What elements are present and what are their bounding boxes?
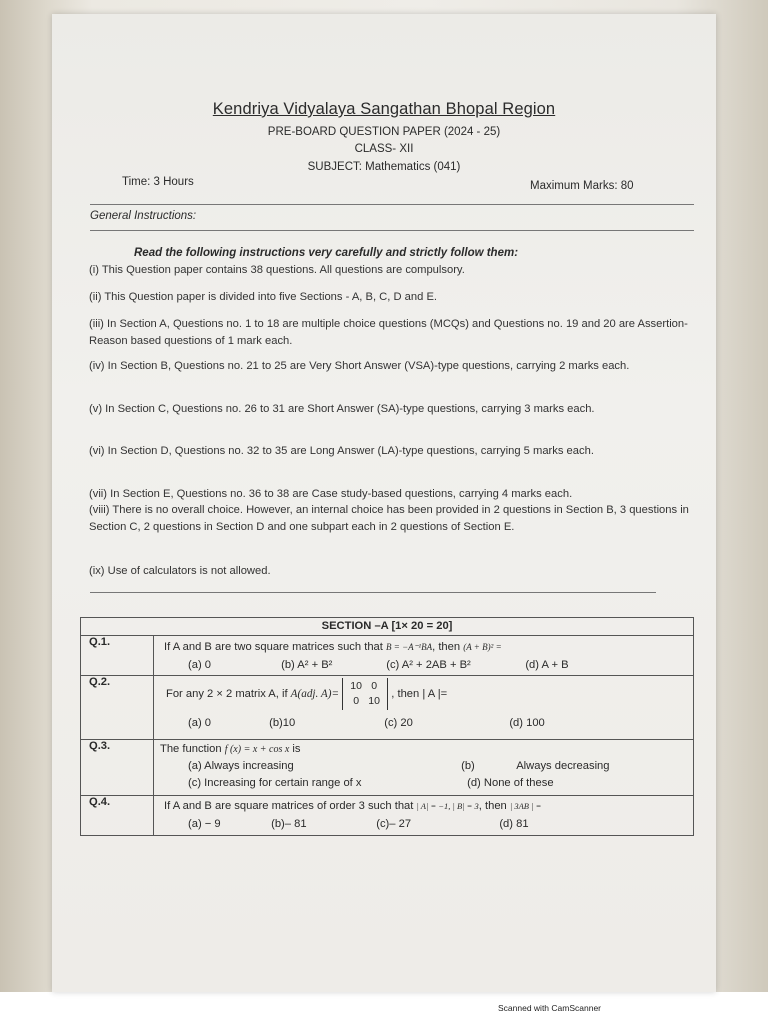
question-math: | 3AB | = (509, 801, 542, 811)
question-number: Q.3. (81, 740, 154, 796)
divider (90, 592, 656, 593)
question-body (154, 636, 694, 676)
option: (b) A² + B² (281, 659, 333, 671)
question-text: , then (478, 800, 507, 812)
subject-label: SUBJECT: Mathematics (041) (307, 161, 461, 173)
table-row (81, 636, 694, 676)
max-marks-label: Maximum Marks: 80 (530, 180, 634, 192)
option: (c) 20 (384, 717, 413, 729)
option: (b)10 (269, 717, 296, 729)
option: (d) None of these (467, 777, 554, 789)
instruction-item: (iv) In Section B, Questions no. 21 to 25 are Very Short Answer (VSA)-type questions, carrying 2 marks each. (89, 360, 630, 372)
option: (c) A² + 2AB + B² (386, 659, 471, 671)
question-body (154, 740, 694, 796)
option: (a) 0 (188, 659, 212, 671)
question-text: If A and B are two square matrices such that (164, 641, 383, 653)
question-text: , then (432, 641, 461, 653)
matrix-entry: 10 (368, 695, 380, 707)
question-math: B = −A⁻¹BA (386, 642, 433, 652)
matrix-entry: 0 (371, 680, 378, 692)
instruction-item: (v) In Section C, Questions no. 26 to 31 are Short Answer (SA)-type questions, carrying 3 marks each. (89, 403, 595, 415)
option: (d) 100 (509, 717, 545, 729)
question-math: | A| = −1, | B| = 3 (416, 801, 479, 811)
question-text: If A and B are square matrices of order 3 such that (164, 800, 414, 812)
divider (90, 204, 694, 205)
option: (a) 0 (188, 717, 212, 729)
table-row (81, 676, 694, 740)
table-row (81, 796, 694, 836)
option: (d) A + B (525, 659, 569, 671)
paper-title: PRE-BOARD QUESTION PAPER (2024 - 25) (267, 126, 501, 138)
time-label: Time: 3 Hours (122, 176, 194, 188)
question-number: Q.1. (81, 636, 154, 676)
section-a-heading: SECTION –A [1× 20 = 20] (81, 618, 694, 636)
option: (b) (461, 760, 475, 772)
question-number: Q.2. (81, 676, 154, 740)
matrix-entry: 0 (353, 695, 360, 707)
scanner-watermark: Scanned with CamScanner (498, 1003, 602, 1013)
class-label: CLASS- XII (354, 143, 414, 155)
question-math: A(adj. A)= (290, 687, 340, 700)
instruction-item: (iii) In Section A, Questions no. 1 to 18 are multiple choice questions (MCQs) and Questions no. 19 and 20 are Assertion-Reason based questions of 1 mark each. (89, 318, 688, 347)
option: (c) Increasing for certain range of x (188, 777, 362, 789)
question-math: f (x) = x + cos x (224, 744, 290, 755)
question-text: For any 2 × 2 matrix A, if (166, 687, 288, 700)
table-row (81, 740, 694, 796)
question-paper-page (52, 14, 716, 992)
instruction-item: (ix) Use of calculators is not allowed. (89, 565, 271, 577)
instruction-item: (i) This Question paper contains 38 questions. All questions are compulsory. (89, 264, 465, 276)
option: (c)– 27 (376, 818, 412, 830)
instructions-heading: General Instructions: (90, 210, 197, 222)
question-body (154, 796, 694, 836)
question-text: is (292, 743, 301, 755)
option: (d) 81 (499, 818, 529, 830)
question-body (154, 676, 694, 740)
instruction-item: (ii) This Question paper is divided into five Sections - A, B, C, D and E. (89, 291, 438, 303)
section-a-table (80, 617, 694, 836)
instruction-item: (vi) In Section D, Questions no. 32 to 35 are Long Answer (LA)-type questions, carrying 5 marks each. (89, 445, 594, 457)
question-number: Q.4. (81, 796, 154, 836)
divider (90, 230, 694, 231)
school-title: Kendriya Vidyalaya Sangathan Bhopal Region (212, 100, 556, 118)
instruction-item: (viii) There is no overall choice. However, an internal choice has been provided in 2 questions in Section B, 3 questions in Section C, 2 questions in Section D and one subpart each in 2 questions of Section E. (89, 504, 689, 533)
instructions-lead: Read the following instructions very carefully and strictly follow them: (134, 247, 519, 259)
instruction-item: (vii) In Section E, Questions no. 36 to 38 are Case study-based questions, carrying 4 marks each. (89, 488, 573, 500)
matrix-entry: 10 (350, 680, 362, 692)
option: (b)– 81 (271, 818, 307, 830)
option: (a) Always increasing (188, 760, 294, 772)
question-text: The function (160, 743, 222, 755)
option: (a) − 9 (188, 818, 221, 830)
matrix (342, 678, 388, 710)
option: Always decreasing (516, 760, 610, 772)
question-math: (A + B)² = (463, 642, 502, 652)
question-text: , then | A |= (391, 687, 448, 700)
